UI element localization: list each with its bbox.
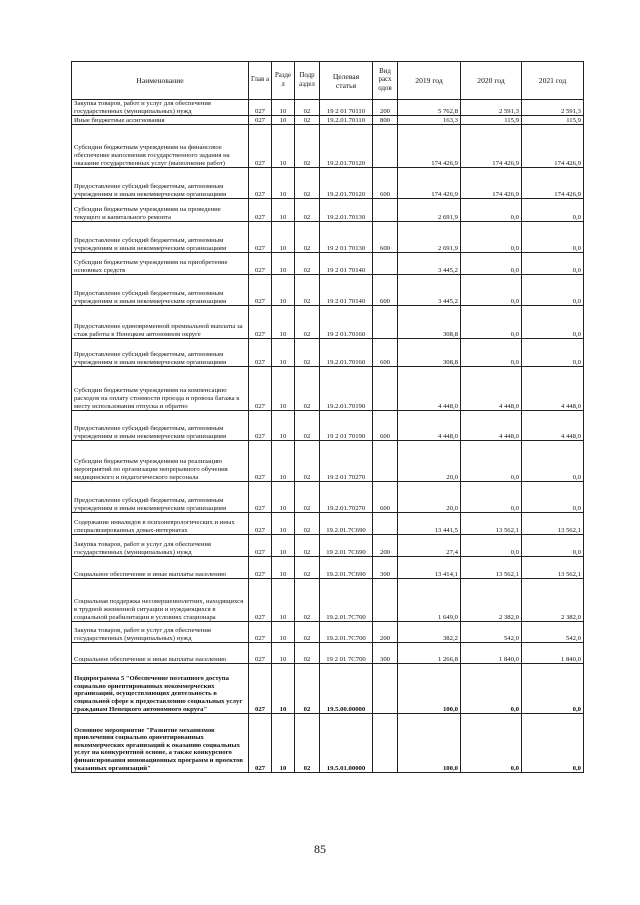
row-podrazdel-cell: 02 [295, 100, 320, 116]
row-target-cell: 19.2.01.70110 [320, 116, 373, 125]
row-expense-type-cell: 600 [373, 168, 398, 199]
table-row [72, 579, 584, 622]
row-name-cell: Предоставление субсидий бюджетным, автономным учреждениям и иным некоммерческим организациям [72, 275, 249, 306]
row-expense-type-cell [373, 513, 398, 535]
row-glava-cell: 027 [249, 199, 272, 222]
row-target-cell: 19 2 01 70270 [320, 441, 373, 482]
row-razdel-cell: 10 [272, 253, 295, 275]
row-2019-cell: 1 649,0 [398, 579, 461, 622]
row-2021-cell: 0,0 [522, 275, 584, 306]
row-2019-cell: 382,2 [398, 622, 461, 643]
row-2019-cell: 2 691,9 [398, 222, 461, 253]
table-row [72, 116, 584, 125]
row-expense-type-cell [373, 664, 398, 714]
row-name-cell: Предоставление субсидий бюджетным, автономным учреждениям и иным некоммерческим организациям [72, 411, 249, 441]
row-glava-cell: 027 [249, 557, 272, 579]
row-target-cell: 19 2 01.70160 [320, 306, 373, 339]
row-name-cell: Основное мероприятие "Развитие механизмов привлечения социально ориентированных некоммерческих организаций к оказанию социальных услуг на конкурентной основе, а также конкурсного финансирования инновационных программ и проектов указанных организаций" [72, 714, 249, 773]
row-target-cell: 19 2 01 70130 [320, 222, 373, 253]
row-podrazdel-cell: 02 [295, 222, 320, 253]
row-2020-cell: 174 426,9 [461, 125, 522, 168]
row-2020-cell: 0,0 [461, 535, 522, 557]
row-expense-type-cell [373, 367, 398, 411]
row-target-cell: 19.2.01.70120 [320, 125, 373, 168]
row-name-cell: Предоставление единовременной премиальной выплаты за стаж работы в Ненецком автономном округе [72, 306, 249, 339]
row-2021-cell: 0,0 [522, 664, 584, 714]
row-razdel-cell: 10 [272, 125, 295, 168]
row-2020-cell: 13 562,1 [461, 557, 522, 579]
row-2021-cell: 174 426,9 [522, 168, 584, 199]
row-expense-type-cell: 600 [373, 275, 398, 306]
row-podrazdel-cell: 02 [295, 411, 320, 441]
row-2021-cell: 0,0 [522, 482, 584, 513]
row-expense-type-cell: 200 [373, 535, 398, 557]
row-razdel-cell: 10 [272, 664, 295, 714]
row-name-cell: Закупка товаров, работ и услуг для обеспечения государственных (муниципальных) нужд [72, 622, 249, 643]
row-podrazdel-cell: 02 [295, 557, 320, 579]
row-target-cell: 19.2.01.7С700 [320, 622, 373, 643]
row-2020-cell: 2 591,3 [461, 100, 522, 116]
row-razdel-cell: 10 [272, 557, 295, 579]
row-2020-cell: 1 840,0 [461, 643, 522, 664]
table-row [72, 411, 584, 441]
row-expense-type-cell [373, 441, 398, 482]
row-2021-cell: 0,0 [522, 535, 584, 557]
row-glava-cell: 027 [249, 513, 272, 535]
row-2019-cell: 4 448,0 [398, 367, 461, 411]
row-2019-cell: 174 426,9 [398, 125, 461, 168]
row-2020-cell: 0,0 [461, 222, 522, 253]
row-razdel-cell: 10 [272, 482, 295, 513]
row-expense-type-cell: 600 [373, 222, 398, 253]
row-2021-cell: 0,0 [522, 714, 584, 773]
header-2021: 2021 год [522, 62, 584, 100]
row-target-cell: 19.5.00.00000 [320, 664, 373, 714]
row-name-cell: Предоставление субсидий бюджетным, автономным учреждениям и иным некоммерческим организациям [72, 222, 249, 253]
row-expense-type-cell [373, 253, 398, 275]
row-2020-cell: 0,0 [461, 714, 522, 773]
row-2020-cell: 0,0 [461, 275, 522, 306]
row-podrazdel-cell: 02 [295, 622, 320, 643]
table-row [72, 222, 584, 253]
row-expense-type-cell: 200 [373, 100, 398, 116]
row-razdel-cell: 10 [272, 643, 295, 664]
row-name-cell: Социальная поддержка несовершеннолетних, находящихся в трудной жизненной ситуации и нуждающихся в социальной реабилитации в условиях стационара [72, 579, 249, 622]
row-glava-cell: 027 [249, 168, 272, 199]
header-2020: 2020 год [461, 62, 522, 100]
table-body [72, 100, 584, 773]
table-row [72, 339, 584, 367]
row-target-cell: 19.2.01.70120 [320, 168, 373, 199]
row-2020-cell: 0,0 [461, 199, 522, 222]
row-expense-type-cell: 600 [373, 339, 398, 367]
table-row [72, 253, 584, 275]
header-2019: 2019 год [398, 62, 461, 100]
row-podrazdel-cell: 02 [295, 168, 320, 199]
row-glava-cell: 027 [249, 222, 272, 253]
row-2019-cell: 3 445,2 [398, 253, 461, 275]
page-number: 85 [314, 842, 326, 856]
table-row [72, 306, 584, 339]
row-2020-cell: 0,0 [461, 306, 522, 339]
row-2019-cell: 3 445,2 [398, 275, 461, 306]
row-name-cell: Предоставление субсидий бюджетным, автономным учреждениям и иным некоммерческим организациям [72, 339, 249, 367]
row-2021-cell: 0,0 [522, 339, 584, 367]
row-2019-cell: 20,0 [398, 482, 461, 513]
row-expense-type-cell: 800 [373, 116, 398, 125]
row-2020-cell: 4 448,0 [461, 367, 522, 411]
row-podrazdel-cell: 02 [295, 253, 320, 275]
row-2019-cell: 27,4 [398, 535, 461, 557]
row-glava-cell: 027 [249, 622, 272, 643]
row-2021-cell: 115,9 [522, 116, 584, 125]
row-glava-cell: 027 [249, 253, 272, 275]
row-2019-cell: 20,0 [398, 441, 461, 482]
row-2020-cell: 0,0 [461, 441, 522, 482]
row-podrazdel-cell: 02 [295, 339, 320, 367]
row-2021-cell: 0,0 [522, 306, 584, 339]
row-expense-type-cell [373, 579, 398, 622]
row-2020-cell: 4 448,0 [461, 411, 522, 441]
row-2019-cell: 163,3 [398, 116, 461, 125]
row-razdel-cell: 10 [272, 367, 295, 411]
row-name-cell: Социальное обеспечение и иные выплаты населению [72, 643, 249, 664]
header-razdel: Разде л [272, 62, 295, 100]
row-name-cell: Содержание инвалидов в психоневрологических и иных специализированных домах-интернатах [72, 513, 249, 535]
row-2019-cell: 4 448,0 [398, 411, 461, 441]
row-2021-cell: 2 591,3 [522, 100, 584, 116]
row-2020-cell: 115,9 [461, 116, 522, 125]
row-name-cell: Иные бюджетные ассигнования [72, 116, 249, 125]
row-razdel-cell: 10 [272, 275, 295, 306]
row-glava-cell: 027 [249, 116, 272, 125]
row-name-cell: Субсидии бюджетным учреждениям на проведение текущего и капитального ремонта [72, 199, 249, 222]
row-target-cell: 19.2.01.70160 [320, 339, 373, 367]
row-target-cell: 19.2.01.70270 [320, 482, 373, 513]
row-podrazdel-cell: 02 [295, 535, 320, 557]
row-2021-cell: 0,0 [522, 222, 584, 253]
header-row [72, 62, 584, 100]
row-2021-cell: 1 840,0 [522, 643, 584, 664]
row-razdel-cell: 10 [272, 222, 295, 253]
row-podrazdel-cell: 02 [295, 714, 320, 773]
row-2019-cell: 174 426,9 [398, 168, 461, 199]
row-2021-cell: 13 562,1 [522, 513, 584, 535]
budget-table [71, 61, 584, 773]
row-target-cell: 19.2.01.7С690 [320, 557, 373, 579]
row-target-cell: 19 2 01 70110 [320, 100, 373, 116]
table-row [72, 622, 584, 643]
row-podrazdel-cell: 02 [295, 275, 320, 306]
row-glava-cell: 027 [249, 125, 272, 168]
row-glava-cell: 027 [249, 714, 272, 773]
table-row [72, 482, 584, 513]
row-target-cell: 19.2.01.7С700 [320, 579, 373, 622]
row-podrazdel-cell: 02 [295, 664, 320, 714]
row-target-cell: 19 2 01 7С700 [320, 643, 373, 664]
row-2020-cell: 2 382,0 [461, 579, 522, 622]
row-name-cell: Предоставление субсидий бюджетным, автономным учреждениям и иным некоммерческим организациям [72, 482, 249, 513]
row-podrazdel-cell: 02 [295, 441, 320, 482]
row-podrazdel-cell: 02 [295, 199, 320, 222]
row-razdel-cell: 10 [272, 513, 295, 535]
row-name-cell: Субсидии бюджетным учреждениям на приобретение основных средств [72, 253, 249, 275]
row-target-cell: 19 2 01 70190 [320, 411, 373, 441]
row-razdel-cell: 10 [272, 579, 295, 622]
row-razdel-cell: 10 [272, 411, 295, 441]
row-2021-cell: 4 448,0 [522, 411, 584, 441]
row-expense-type-cell: 200 [373, 622, 398, 643]
header-glava: Глав а [249, 62, 272, 100]
row-2021-cell: 13 562,1 [522, 557, 584, 579]
row-podrazdel-cell: 02 [295, 306, 320, 339]
row-2019-cell: 100,0 [398, 714, 461, 773]
row-razdel-cell: 10 [272, 100, 295, 116]
row-glava-cell: 027 [249, 411, 272, 441]
row-glava-cell: 027 [249, 579, 272, 622]
row-glava-cell: 027 [249, 535, 272, 557]
row-podrazdel-cell: 02 [295, 482, 320, 513]
row-2019-cell: 13 441,5 [398, 513, 461, 535]
row-glava-cell: 027 [249, 441, 272, 482]
table-row [72, 513, 584, 535]
table-row [72, 664, 584, 714]
row-target-cell: 19 2 01 70140 [320, 275, 373, 306]
row-name-cell: Закупка товаров, работ и услуг для обеспечения государственных (муниципальных) нужд [72, 535, 249, 557]
row-podrazdel-cell: 02 [295, 116, 320, 125]
row-glava-cell: 027 [249, 306, 272, 339]
row-target-cell: 19 2 01 70140 [320, 253, 373, 275]
row-razdel-cell: 10 [272, 622, 295, 643]
row-2019-cell: 100,0 [398, 664, 461, 714]
table-row [72, 125, 584, 168]
row-2021-cell: 0,0 [522, 253, 584, 275]
row-expense-type-cell: 600 [373, 482, 398, 513]
header-name: Наименование [72, 62, 249, 100]
table-row [72, 557, 584, 579]
row-2021-cell: 0,0 [522, 199, 584, 222]
row-podrazdel-cell: 02 [295, 125, 320, 168]
row-podrazdel-cell: 02 [295, 579, 320, 622]
header-podrazdel: Подр аздел [295, 62, 320, 100]
row-name-cell: Закупка товаров, работ и услуг для обеспечения государственных (муниципальных) нужд [72, 100, 249, 116]
row-target-cell: 19.2.01.70190 [320, 367, 373, 411]
row-razdel-cell: 10 [272, 116, 295, 125]
table-row [72, 275, 584, 306]
row-name-cell: Предоставление субсидий бюджетным, автономным учреждениям и иным некоммерческим организациям [72, 168, 249, 199]
table-row [72, 535, 584, 557]
row-razdel-cell: 10 [272, 714, 295, 773]
row-razdel-cell: 10 [272, 339, 295, 367]
row-expense-type-cell: 300 [373, 643, 398, 664]
table-row [72, 714, 584, 773]
row-2021-cell: 4 448,0 [522, 367, 584, 411]
row-podrazdel-cell: 02 [295, 513, 320, 535]
row-podrazdel-cell: 02 [295, 643, 320, 664]
row-2020-cell: 0,0 [461, 253, 522, 275]
row-expense-type-cell [373, 125, 398, 168]
table-row [72, 367, 584, 411]
row-2021-cell: 0,0 [522, 441, 584, 482]
row-2020-cell: 0,0 [461, 482, 522, 513]
row-2020-cell: 0,0 [461, 339, 522, 367]
row-2019-cell: 13 414,1 [398, 557, 461, 579]
row-2020-cell: 542,0 [461, 622, 522, 643]
row-2019-cell: 308,8 [398, 339, 461, 367]
row-2021-cell: 2 382,0 [522, 579, 584, 622]
row-razdel-cell: 10 [272, 306, 295, 339]
row-razdel-cell: 10 [272, 535, 295, 557]
table-row [72, 643, 584, 664]
row-target-cell: 19.2.01.70130 [320, 199, 373, 222]
row-2020-cell: 0,0 [461, 664, 522, 714]
row-name-cell: Подпрограмма 5 "Обеспечение поэтапного доступа социально ориентированных некоммерческих организаций, осуществляющих деятельность в социальной сфере к предоставлению социальных услуг гражданам Ненецкого автономного округа" [72, 664, 249, 714]
row-2019-cell: 2 691,9 [398, 199, 461, 222]
row-glava-cell: 027 [249, 664, 272, 714]
row-2019-cell: 1 266,8 [398, 643, 461, 664]
table-row [72, 199, 584, 222]
row-name-cell: Субсидии бюджетным учреждениям на реализацию мероприятий по организации непрерывного обучения медицинского и педагогического персонала [72, 441, 249, 482]
header-expense-type: Вид расх одов [373, 62, 398, 100]
row-expense-type-cell: 300 [373, 557, 398, 579]
row-glava-cell: 027 [249, 100, 272, 116]
row-2019-cell: 308,8 [398, 306, 461, 339]
row-name-cell: Субсидии бюджетным учреждениям на компенсацию расходов на оплату стоимости проезда и провоза багажа к месту использования отпуска и обратно [72, 367, 249, 411]
row-razdel-cell: 10 [272, 441, 295, 482]
row-expense-type-cell [373, 199, 398, 222]
row-glava-cell: 027 [249, 643, 272, 664]
row-2021-cell: 174 426,9 [522, 125, 584, 168]
row-razdel-cell: 10 [272, 168, 295, 199]
row-glava-cell: 027 [249, 367, 272, 411]
row-2019-cell: 5 762,8 [398, 100, 461, 116]
row-razdel-cell: 10 [272, 199, 295, 222]
row-glava-cell: 027 [249, 482, 272, 513]
row-2021-cell: 542,0 [522, 622, 584, 643]
row-2020-cell: 174 426,9 [461, 168, 522, 199]
row-name-cell: Субсидии бюджетным учреждениям на финансовое обеспечение выполнения государственного задания на оказание государственных услуг (выполнение работ) [72, 125, 249, 168]
row-expense-type-cell [373, 714, 398, 773]
row-glava-cell: 027 [249, 339, 272, 367]
row-expense-type-cell [373, 306, 398, 339]
row-glava-cell: 027 [249, 275, 272, 306]
row-expense-type-cell: 600 [373, 411, 398, 441]
table-row [72, 100, 584, 116]
table-row [72, 441, 584, 482]
row-2020-cell: 13 562,1 [461, 513, 522, 535]
table-row [72, 168, 584, 199]
row-target-cell: 19 2.01 7С690 [320, 535, 373, 557]
header-target: Целевая статья [320, 62, 373, 100]
row-target-cell: 19.2.01.7С690 [320, 513, 373, 535]
row-name-cell: Социальное обеспечение и иные выплаты населению [72, 557, 249, 579]
row-target-cell: 19.5.01.00000 [320, 714, 373, 773]
row-podrazdel-cell: 02 [295, 367, 320, 411]
